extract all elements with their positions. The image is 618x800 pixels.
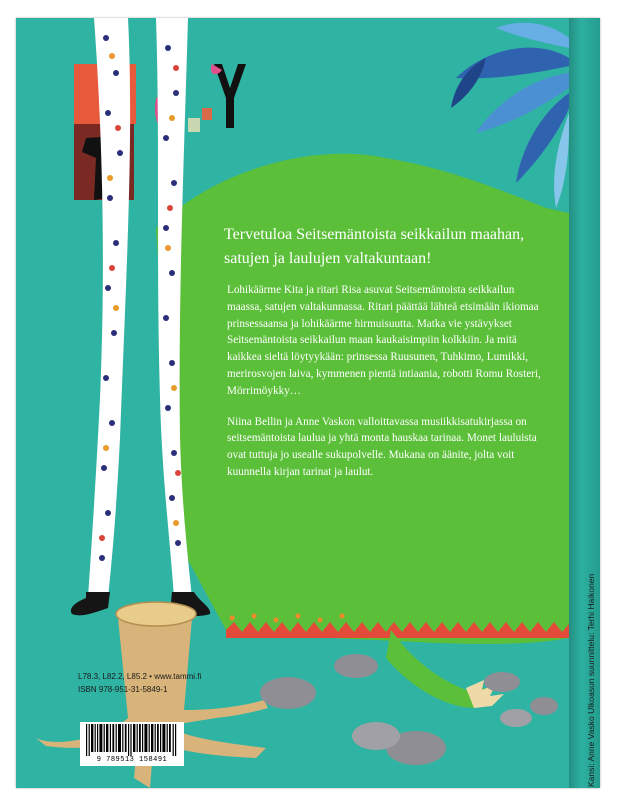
barcode [80, 722, 184, 766]
left-shoe [71, 592, 110, 615]
isbn-text: ISBN 978-951-31-5849-1 [78, 684, 168, 694]
blurb-paragraph-1: Lohikäärme Kita ja ritari Risa asuvat Seitsemäntoista seikkailun maassa, satujen valtakunnassa. Ritari päättää lähteä etsimään ikiomaa prinsessaansa ja lohikäärme hirmuisuutta. Matka vie ystävykset Seitsemäntoista seikkailun maan kaukaisimpiin kolkkiin. Ja mitä kaikkea sieltä löytyykään: prinsessa Ruusunen, Tuhkimo, Lumikki, merirosvojen laiva, kymmenen pientä intiaania, robotti Romu Rosteri, Mörrimöykky… [227, 284, 541, 397]
blurb [227, 282, 552, 495]
classification-codes: L78.3, L82.2, L85.2 • www.tammi.fi [78, 672, 202, 681]
barcode-bars [80, 722, 184, 756]
blurb-paragraph-2: Niina Bellin ja Anne Vaskon valloittavassa musiikkisatukirjassa on seitsemäntoista laulua ja yhtä monta hauskaa tarinaa. Monet lauluista ovat tuttuja jo usealle sukupolvelle. Mukana on äänite, jolta voit kuunnella kirjan tarinat ja laulut. [227, 415, 537, 478]
polka-dot-legs [88, 18, 192, 598]
cover-heading: Tervetuloa Seitsemäntoista seikkailun maahan, satujen ja laulujen valtakuntaan! [224, 226, 525, 267]
barcode-number: 9 789513 158491 [96, 756, 168, 764]
spine-credits: Kansi: Anne Vasko Ulkoasun suunnittelu: Terhi Haikonen [586, 573, 596, 787]
publisher-codes [78, 671, 201, 696]
book-back-cover [16, 18, 600, 788]
